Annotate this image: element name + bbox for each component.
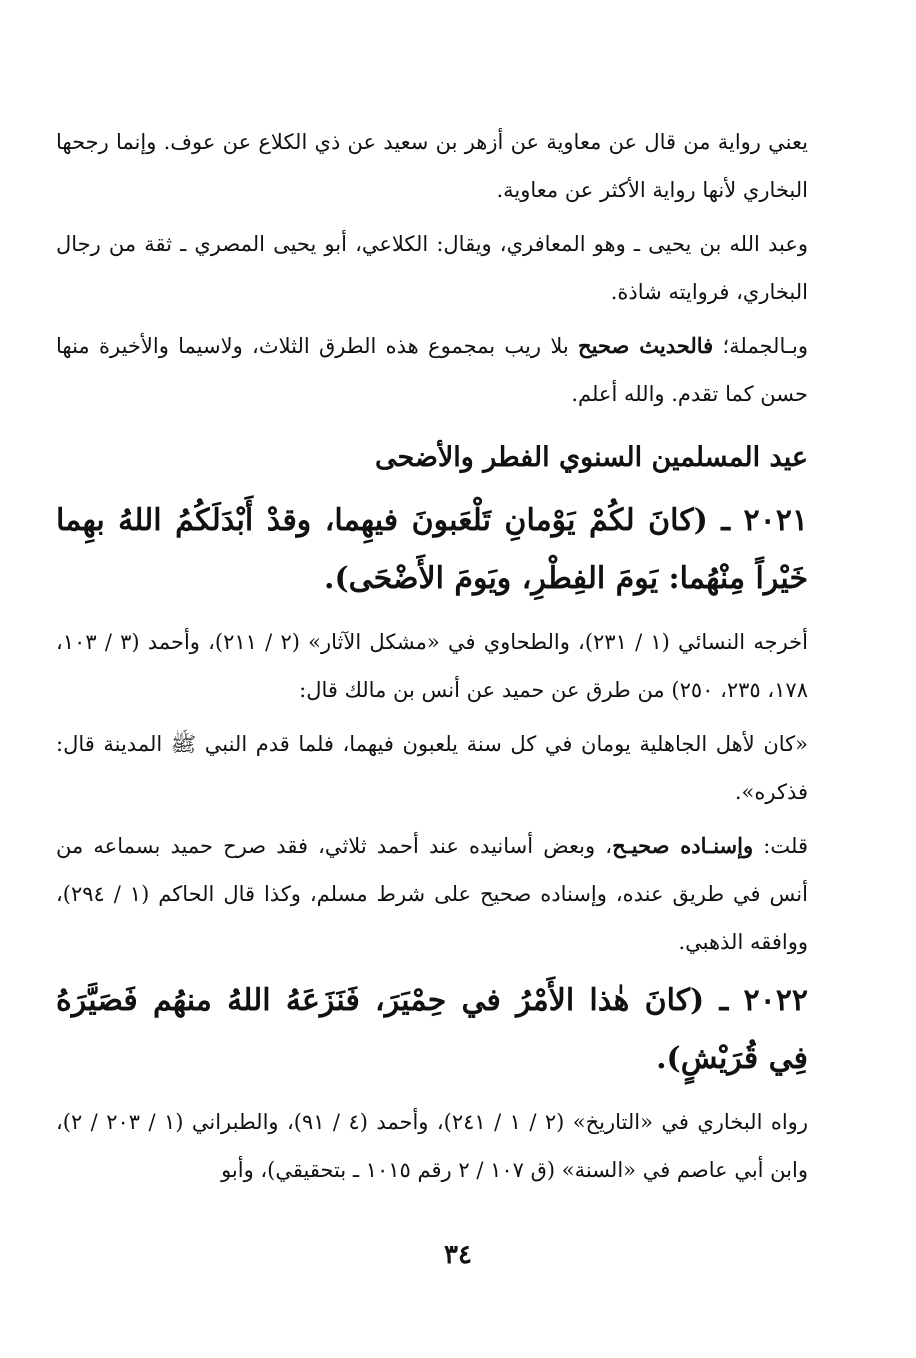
conclusion-suffix: بلا ريب بمجموع هذه الطرق الثلاث، ولاسيما والأخيرة منها حسن كما تقدم. والله أعلم.: [56, 334, 808, 406]
takhrij-2022-sources: رواه البخاري في «التاريخ» (٢ / ١ / ٢٤١)، وأحمد (٤ / ٩١)، والطبراني (١ / ٢٠٣ / ٢)، وابن أبي عاصم في «السنة» (ق ١٠٧ / ٢ رقم ١٠١٥ ـ بتحقيقي)، وأبو: [56, 1110, 808, 1182]
hadith-2021-text: ٢٠٢١ ـ (كانَ لكُمْ يَوْمانِ تَلْعَبونَ فيهِما، وقدْ أَبْدَلَكُمُ اللهُ بهِما خَيْراً مِنْهُما: يَومَ الفِطْرِ، ويَومَ الأَضْحَى).: [56, 503, 808, 596]
grading-prefix: قلت:: [753, 834, 808, 858]
conclusion-verdict: فالحديث صحيح: [578, 333, 714, 358]
paragraph-rajjaha: يعني رواية من قال عن معاوية عن أزهر بن سعيد عن ذي الكلاع عن عوف. وإنما رجحها البخاري لأنها رواية الأكثر عن معاوية.: [56, 130, 808, 202]
takhrij-2021-quote: «كان لأهل الجاهلية يومان في كل سنة يلعبون فيهما، فلما قدم النبي ﷺ المدينة قال: فذكره».: [56, 732, 808, 804]
page-body: [56, 118, 808, 1200]
takhrij-2021-grading: [56, 822, 808, 966]
grading-verdict: وإسنـاده صحيـح: [612, 833, 754, 858]
paragraph-conclusion: [56, 322, 808, 418]
hadith-2022-text: ٢٠٢٢ ـ (كانَ هٰذا الأَمْرُ في حِمْيَرَ، فَنَزَعَهُ اللهُ منهُم فَصَيَّرَهُ فِي قُرَيْشٍ).: [56, 983, 808, 1076]
takhrij-2021-sources: أخرجه النسائي (١ / ٢٣١)، والطحاوي في «مشكل الآثار» (٢ / ٢١١)، وأحمد (٣ / ١٠٣، ١٧٨، ٢٣٥، ٢٥٠) من طرق عن حميد عن أنس بن مالك قال:: [56, 630, 808, 702]
paragraph-abdullah-bin-yahya: وعبد الله بن يحيى ـ وهو المعافري، ويقال: الكلاعي، أبو يحيى المصري ـ ثقة من رجال البخاري، فروايته شاذة.: [56, 232, 808, 304]
conclusion-prefix: وبـالجملة؛: [713, 334, 808, 358]
grading-suffix: ، وبعض أسانيده عند أحمد ثلاثي، فقد صرح حميد بسماعه من أنس في طريق عنده، وإسناده صحيح على شرط مسلم، وكذا قال الحاكم (١ / ٢٩٤)، ووافقه الذهبي.: [56, 834, 808, 954]
page-number: ٣٤: [444, 1240, 472, 1270]
section-heading: عيد المسلمين السنوي الفطر والأضحى: [375, 442, 808, 473]
